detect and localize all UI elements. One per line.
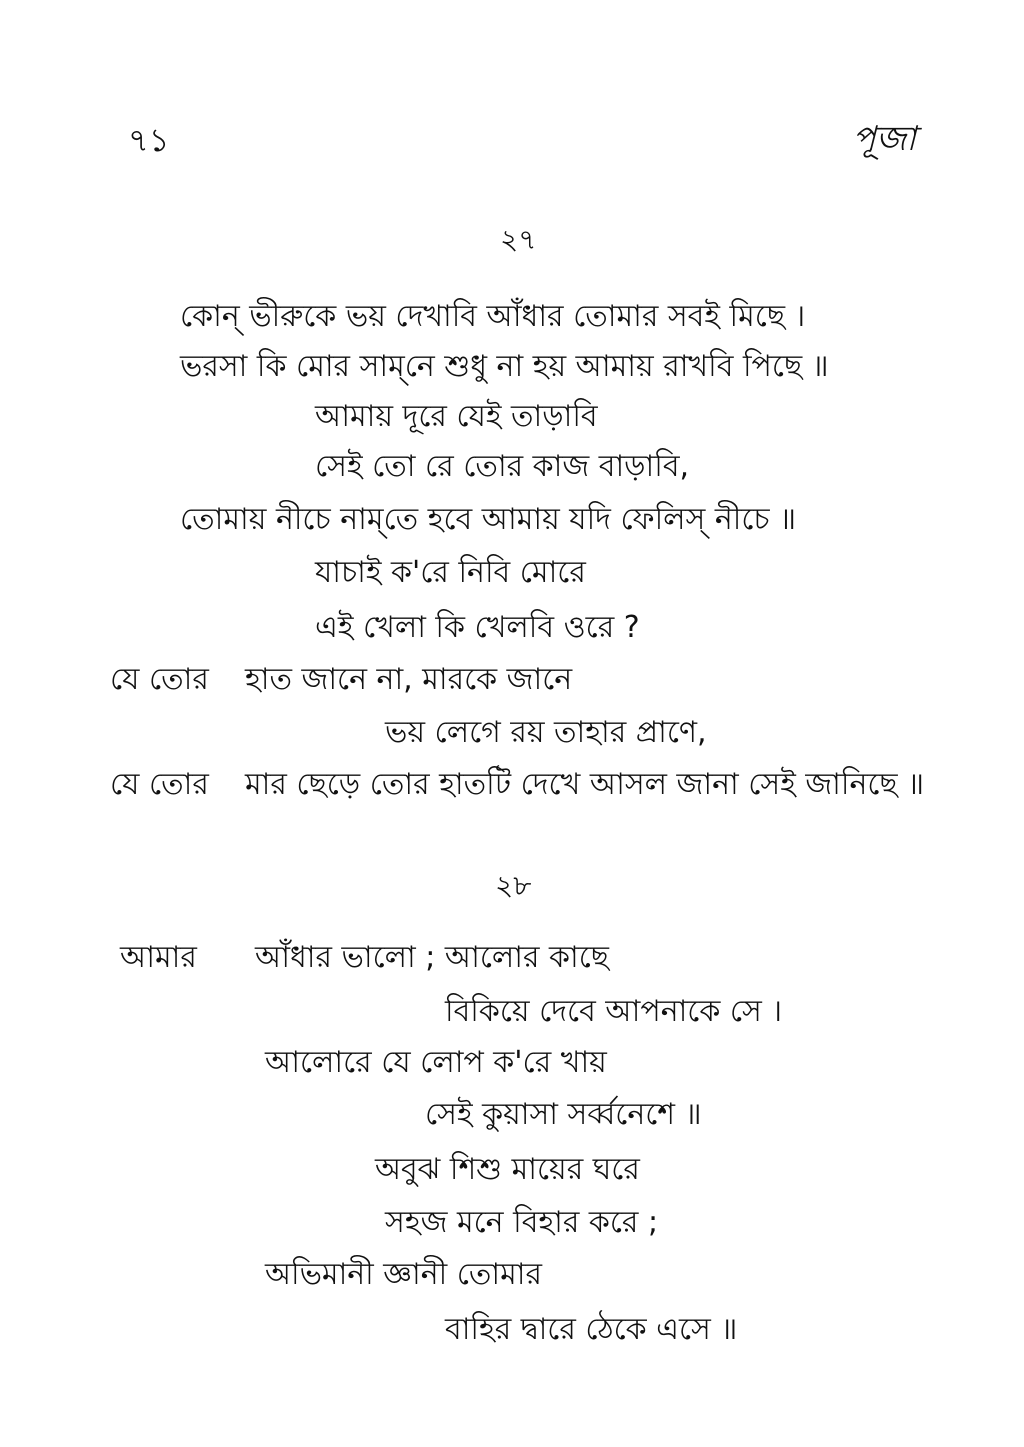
song27-line-7: এই খেলা কি খেলবি ওরে ? — [315, 610, 640, 645]
song28-line-7: অভিমানী জ্ঞানী তোমার — [265, 1257, 542, 1292]
song28-line-1 — [120, 938, 609, 978]
running-title: পূজা — [852, 119, 916, 159]
song27-line-1: কোন্ ভীরুকে ভয় দেখাবি আঁধার তোমার সবই মিছে । — [180, 299, 806, 334]
song28-line-3: আলোরে যে লোপ ক'রে খায় — [265, 1045, 607, 1080]
song27-line-4: সেই তো রে তোর কাজ বাড়াবি, — [315, 449, 690, 484]
song27-line-9: ভয় লেগে রয় তাহার প্রাণে, — [385, 715, 707, 750]
song27-line-6: যাচাই ক'রে নিবি মোরে — [315, 555, 586, 590]
song27-line-8 — [110, 660, 572, 700]
line-prefix: আমার — [120, 940, 197, 975]
song28-line-2: বিকিয়ে দেবে আপনাকে সে । — [445, 994, 783, 1029]
song27-line-10 — [110, 765, 924, 805]
line-text: আঁধার ভালো ; আলোর কাছে — [255, 940, 609, 975]
song28-line-6: সহজ মনে বিহার করে ; — [385, 1205, 659, 1240]
song27-line-2: ভরসা কি মোর সাম্‌নে শুধু না হয় আমায় রাখবি পিছে ॥ — [180, 349, 829, 384]
song27-line-3: আমায় দূরে যেই তাড়াবি — [315, 399, 598, 434]
line-prefix: যে তোর — [110, 767, 209, 802]
song-number-28: ২৮ — [495, 869, 532, 902]
line-text: হাত জানে না, মারকে জানে — [245, 662, 573, 697]
song28-line-5: অবুঝ শিশু মায়ের ঘরে — [375, 1152, 640, 1187]
song-number-27: ২৭ — [500, 223, 537, 256]
line-text: মার ছেড়ে তোর হাতটি দেখে আসল জানা সেই জানিছে ॥ — [245, 767, 925, 802]
line-prefix: যে তোর — [110, 662, 209, 697]
song28-line-8: বাহির দ্বারে ঠেকে এসে ॥ — [445, 1312, 738, 1347]
page-number: ৭১ — [128, 121, 170, 159]
song28-line-4: সেই কুয়াসা সর্ব্বনেশে ॥ — [425, 1097, 702, 1132]
song27-line-5: তোমায় নীচে নাম্‌তে হবে আমায় যদি ফেলিস্ নীচে ॥ — [180, 502, 797, 537]
